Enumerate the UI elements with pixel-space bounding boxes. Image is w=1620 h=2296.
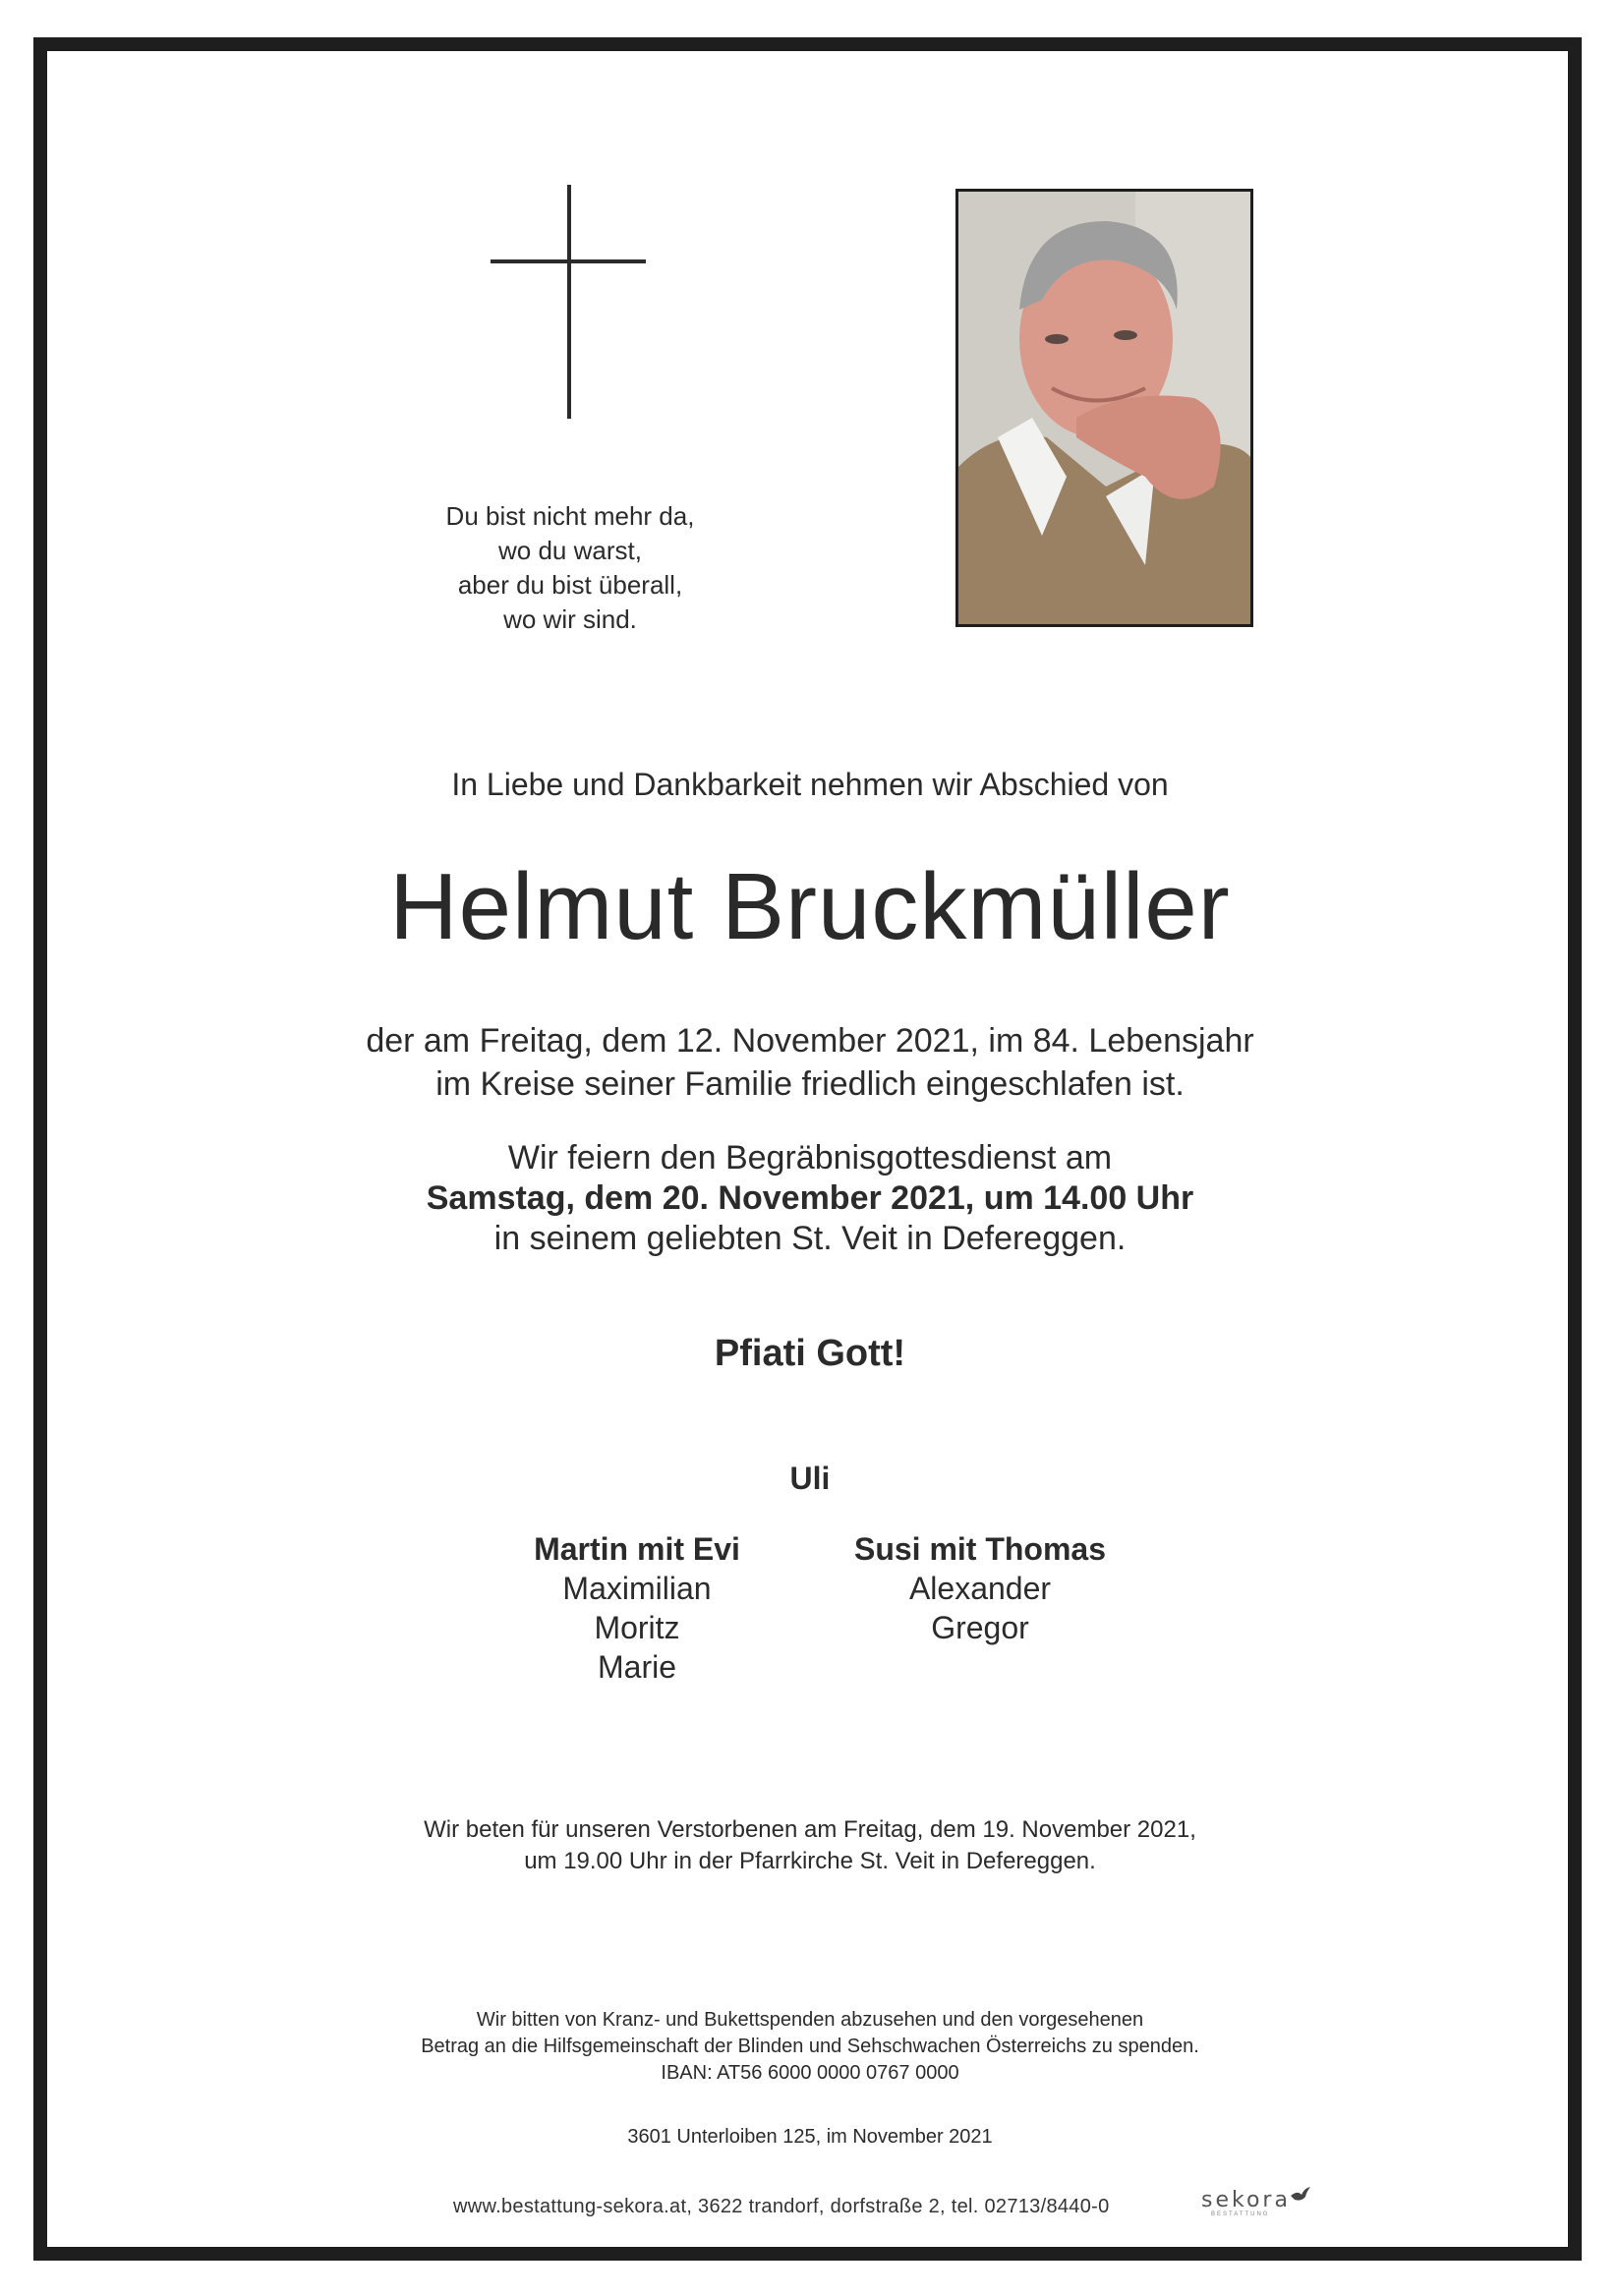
family-head: Susi mit Thomas [853, 1531, 1107, 1567]
portrait-photo [955, 189, 1253, 627]
farewell: Pfiati Gott! [714, 1333, 906, 1374]
passing-text [0, 1019, 1620, 1106]
family-head: Martin mit Evi [534, 1531, 740, 1567]
family-member: Moritz [594, 1610, 680, 1645]
footer-contact: www.bestattung-sekora.at, 3622 trandorf, dorfstraße 2, tel. 02713/8440-0 [453, 2196, 1110, 2217]
poem-line: Du bist nicht mehr da, [445, 501, 695, 531]
service-text [0, 1138, 1620, 1259]
donation-notice [0, 2007, 1620, 2060]
prayer-line: um 19.00 Uhr in der Pfarrkirche St. Veit in Defereggen. [524, 1848, 1096, 1874]
service-line: Wir feiern den Begräbnisgottesdienst am [507, 1139, 1113, 1177]
prayer-notice [0, 1814, 1620, 1877]
passing-line: der am Freitag, dem 12. November 2021, im 84. Lebensjahr [366, 1022, 1254, 1060]
family-group-left [480, 1529, 794, 1687]
iban: IBAN: AT56 6000 0000 0767 0000 [661, 2062, 959, 2084]
sekora-logo [1201, 2188, 1309, 2221]
deceased-name: Helmut Bruckmüller [389, 854, 1231, 959]
place-date: 3601 Unterloiben 125, im November 2021 [627, 2126, 993, 2148]
poem-line: wo wir sind. [503, 604, 637, 634]
family-member: Gregor [931, 1610, 1029, 1645]
service-date: Samstag, dem 20. November 2021, um 14.00 Uhr [426, 1179, 1194, 1217]
logo-subtitle: BESTATTUNG [1211, 2211, 1270, 2217]
family-member: Maximilian [562, 1571, 712, 1606]
spouse-name: Uli [789, 1461, 831, 1496]
bird-icon [1290, 2186, 1311, 2204]
family-member: Alexander [908, 1571, 1052, 1606]
family-member: Marie [597, 1649, 676, 1685]
poem-line: wo du warst, [498, 536, 642, 565]
intro-line: In Liebe und Dankbarkeit nehmen wir Abschied von [451, 767, 1169, 802]
poem-line: aber du bist überall, [457, 570, 683, 600]
family-group-right [823, 1529, 1137, 1647]
donation-line: Wir bitten von Kranz- und Bukettspenden abzusehen und den vorgesehenen [476, 2009, 1144, 2031]
donation-line: Betrag an die Hilfsgemeinschaft der Blinden und Sehschwachen Österreichs zu spenden. [421, 2036, 1199, 2057]
service-line: in seinem geliebten St. Veit in Defereggen. [493, 1220, 1127, 1257]
poem [374, 499, 767, 637]
logo-text: sekora [1201, 2188, 1291, 2212]
passing-line: im Kreise seiner Familie friedlich eingeschlafen ist. [435, 1065, 1185, 1103]
prayer-line: Wir beten für unseren Verstorbenen am Freitag, dem 19. November 2021, [424, 1816, 1196, 1843]
